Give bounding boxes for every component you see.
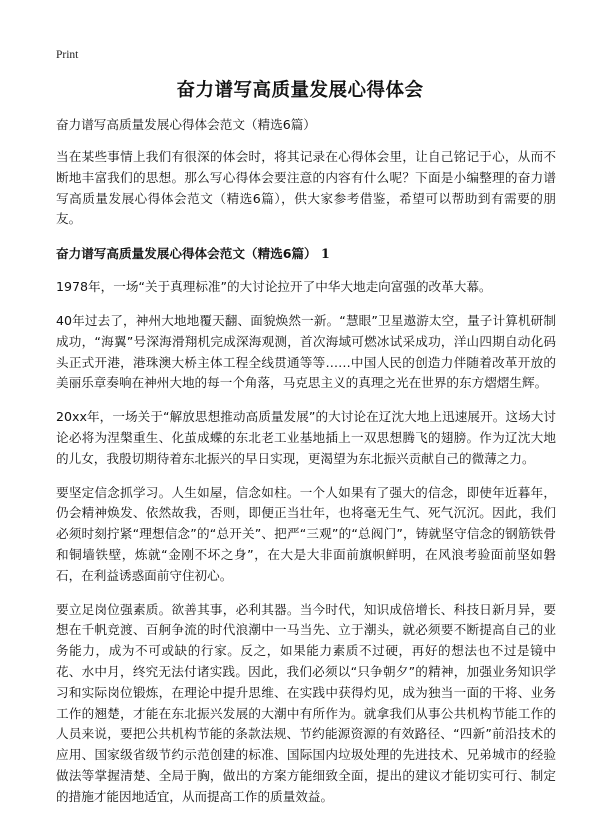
body-paragraph-2: 40年过去了，神州大地地覆天翻、面貌焕然一新。“慧眼”卫星遨游太空，量子计算机研制成功，“海翼”号深海滑翔机完成深海观测，首次海域可燃冰试采成功，洋山四期自动化码头正式开港，港珠澳大桥主体工程全线贯通等等……中国人民的创造力伴随着改革开放的美丽乐章奏响在神州大地的每一个角落，马克思主义的真理之光在世界的东方熠熠生辉。 (56, 312, 556, 391)
print-link[interactable]: Print (56, 49, 79, 61)
body-paragraph-3: 20xx年，一场关于“解放思想推动高质量发展”的大讨论在辽沈大地上迅速展开。这场大讨论必将为涅槃重生、化茧成蝶的东北老工业基地插上一双思想腾飞的翅膀。作为辽沈大地的儿女，我殷切期待着东北振兴的早日实现，更渴望为东北振兴贡献自己的微薄之力。 (56, 409, 556, 466)
page-title: 奋力谱写高质量发展心得体会 (176, 80, 424, 101)
body-paragraph-1: 1978年，一场“关于真理标准”的大讨论拉开了中华大地走向富强的改革大幕。 (56, 279, 492, 295)
intro-paragraph: 当在某些事情上我们有很深的体会时，将其记录在心得体会里，让自己铭记于心，从而不断地丰富我们的思想。那么写心得体会要注意的内容有什么呢？下面是小编整理的奋力谱写高质量发展心得体会范文（精选6篇），供大家参考借鉴，希望可以帮助到有需要的朋友。 (56, 149, 556, 227)
document-body (56, 114, 556, 821)
section-number: 1 (321, 246, 330, 262)
document-subtitle: 奋力谱写高质量发展心得体会范文（精选6篇） (56, 117, 316, 132)
body-paragraph-4: 要坚定信念抓学习。人生如屋，信念如柱。一个人如果有了强大的信念，即使年近暮年，仍会精神焕发、依然故我，否则，即便正当壮年，也将毫无生气、死气沉沉。因此，我们必须时刻拧紧“理想信念”的“总开关”、把严“三观”的“总阀门”，铸就坚守信念的钢筋铁骨和铜墙铁壁，炼就“金刚不坏之身”，在大是大非面前旗帜鲜明，在风浪考验面前坚如磐石，在利益诱惑面前守住初心。 (56, 484, 556, 583)
body-paragraph-5: 要立足岗位强素质。欲善其事，必利其器。当今时代，知识成倍增长、科技日新月异，要想在千帆竞渡、百舸争流的时代浪潮中一马当先、立于潮头，就必须要不断提高自己的业务能力，成为不可或缺的行家。反之，如果能力素质不过硬，再好的想法也不过是镜中花、水中月，终究无法付诸实践。因此，我们必须以“只争朝夕”的精神，加强业务知识学习和实际岗位锻炼，在理论中提升思维、在实践中获得灼见，成为独当一面的干将、业务工作的翘楚，才能在东北振兴发展的大潮中有所作为。就拿我们从事公共机构节能工作的人员来说，要把公共机构节能的条款法规、节约能源资源的有效路径、“四新”前沿技术的应用、国家级省级节约示范创建的标准、国际国内垃圾处理的先进技术、兄弟城市的经验做法等掌握清楚、全局于胸，做出的方案方能细致全面，提出的建议才能切实可行、制定的措施才能因地适宜，从而提高工作的质量效益。 (56, 601, 556, 804)
section-heading (56, 243, 556, 264)
section-heading-text: 奋力谱写高质量发展心得体会范文（精选6篇） (56, 246, 317, 262)
